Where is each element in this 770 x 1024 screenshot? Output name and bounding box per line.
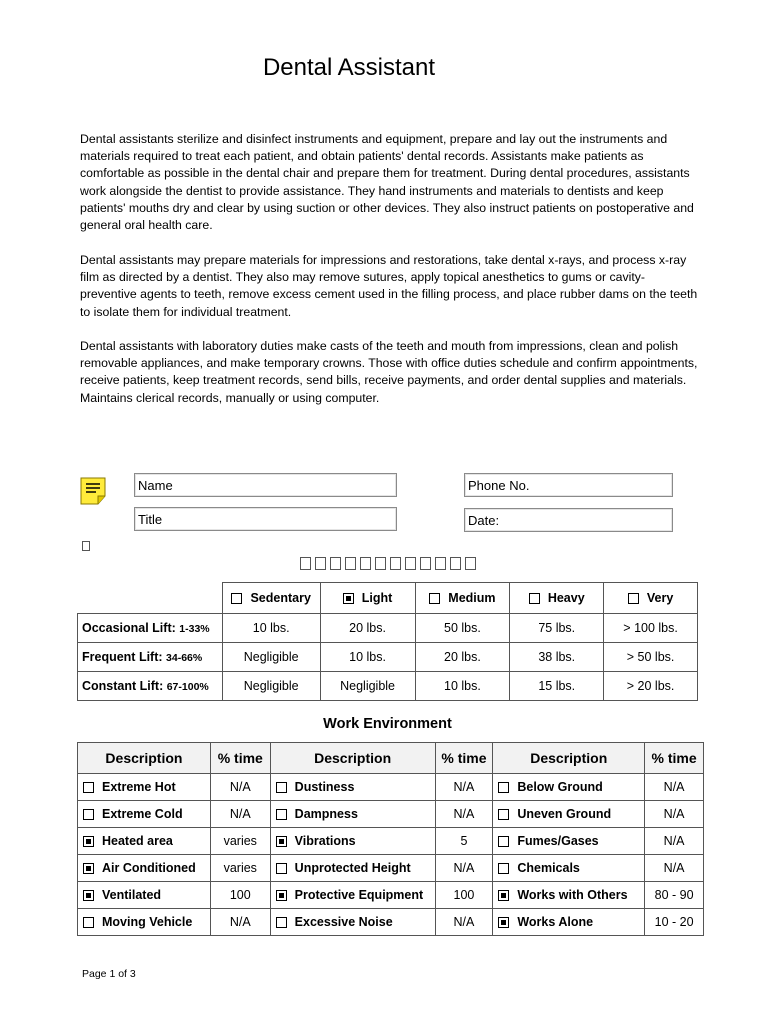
env-item-label: Heated area xyxy=(102,834,173,848)
env-item[interactable] xyxy=(493,774,645,801)
page-number: Page 1 of 3 xyxy=(82,968,136,980)
env-item-label: Chemicals xyxy=(517,861,580,875)
lift-cat-heavy[interactable]: Heavy xyxy=(510,583,604,614)
missing-glyph-icon xyxy=(420,557,431,570)
title-field[interactable]: Title xyxy=(134,507,397,531)
table-cell: 50 lbs. xyxy=(415,614,510,643)
checkbox[interactable] xyxy=(276,917,287,928)
env-item[interactable] xyxy=(78,855,211,882)
env-item-label: Below Ground xyxy=(517,780,603,794)
table-row xyxy=(78,774,704,801)
checkbox[interactable] xyxy=(83,782,94,793)
checkbox[interactable] xyxy=(498,890,509,901)
missing-glyph-icon xyxy=(300,557,311,570)
missing-glyph-icon xyxy=(435,557,446,570)
checkbox[interactable] xyxy=(276,863,287,874)
env-item[interactable] xyxy=(493,909,645,936)
env-time: varies xyxy=(210,855,270,882)
env-item[interactable] xyxy=(78,801,211,828)
table-cell: 10 lbs. xyxy=(320,643,415,672)
row-label: Constant Lift: 67-100% xyxy=(78,672,223,701)
env-time: N/A xyxy=(645,828,704,855)
paragraph-lab-office: Dental assistants with laboratory duties make casts of the teeth and mouth from impressions, clean and polish removable appliances, and make temporary crowns. Those with office duties schedule and confirm appointments, receive patients, keep treatment records, send bills, receive payments, and order dental supplies and materials. Maintains clerical records, manually or using computer. xyxy=(80,339,698,405)
lift-cat-very[interactable]: Very xyxy=(604,583,698,614)
checkbox[interactable] xyxy=(498,782,509,793)
missing-glyph-icon xyxy=(450,557,461,570)
table-row xyxy=(78,828,704,855)
checkbox[interactable] xyxy=(83,863,94,874)
env-time: 10 - 20 xyxy=(645,909,704,936)
env-item-label: Works Alone xyxy=(517,915,594,929)
work-environment-table xyxy=(77,742,704,936)
checkbox[interactable] xyxy=(276,782,287,793)
missing-glyph-icon xyxy=(345,557,356,570)
env-item[interactable] xyxy=(270,828,435,855)
date-field[interactable]: Date: xyxy=(464,508,673,532)
checkbox[interactable] xyxy=(83,890,94,901)
checkbox[interactable] xyxy=(498,809,509,820)
table-cell: 15 lbs. xyxy=(510,672,604,701)
env-item[interactable] xyxy=(270,801,435,828)
table-row xyxy=(78,643,698,672)
table-cell: > 20 lbs. xyxy=(604,672,698,701)
env-item-label: Dampness xyxy=(294,807,358,821)
lift-cat-light[interactable]: Light xyxy=(320,583,415,614)
missing-glyph-icon xyxy=(82,541,90,551)
env-item-label: Unprotected Height xyxy=(294,861,411,875)
table-row xyxy=(78,909,704,936)
phone-field[interactable]: Phone No. xyxy=(464,473,673,497)
env-header-row xyxy=(78,743,704,774)
table-cell: 38 lbs. xyxy=(510,643,604,672)
env-item-label: Uneven Ground xyxy=(517,807,612,821)
env-item-label: Ventilated xyxy=(102,888,162,902)
table-row xyxy=(78,672,698,701)
work-environment-title: Work Environment xyxy=(323,716,452,732)
table-row xyxy=(78,801,704,828)
missing-glyph-icon xyxy=(390,557,401,570)
row-label: Frequent Lift: 34-66% xyxy=(78,643,223,672)
env-time: N/A xyxy=(210,909,270,936)
lifting-header-row xyxy=(78,583,698,614)
env-time: N/A xyxy=(645,774,704,801)
checkbox[interactable] xyxy=(498,836,509,847)
env-item[interactable] xyxy=(493,855,645,882)
checkbox[interactable] xyxy=(429,593,440,604)
table-cell: 20 lbs. xyxy=(320,614,415,643)
sticky-note-icon[interactable] xyxy=(80,477,106,505)
env-time: N/A xyxy=(435,855,493,882)
checkbox[interactable] xyxy=(498,917,509,928)
table-cell: 20 lbs. xyxy=(415,643,510,672)
env-item[interactable] xyxy=(78,774,211,801)
checkbox[interactable] xyxy=(529,593,540,604)
table-row xyxy=(78,614,698,643)
missing-glyph-icon xyxy=(465,557,476,570)
lifting-table xyxy=(77,582,698,701)
checkbox[interactable] xyxy=(83,836,94,847)
paragraph-procedures: Dental assistants may prepare materials for impressions and restorations, take dental x-rays, and process x-ray film as directed by a dentist. They also may remove sutures, apply topical anesthetics to gums or cavity-preventive agents to teeth, remove excess cement used in the filling process, and place rubber dams on the teeth to isolate them for individual treatment. xyxy=(80,253,698,319)
checkbox[interactable] xyxy=(628,593,639,604)
table-cell: > 100 lbs. xyxy=(604,614,698,643)
env-item[interactable] xyxy=(270,855,435,882)
lift-cat-sedentary[interactable]: Sedentary xyxy=(222,583,320,614)
env-time: 100 xyxy=(435,882,493,909)
row-label: Occasional Lift: 1-33% xyxy=(78,614,223,643)
env-time: varies xyxy=(210,828,270,855)
env-item-label: Extreme Hot xyxy=(102,780,176,794)
lift-cat-medium[interactable]: Medium xyxy=(415,583,510,614)
checkbox[interactable] xyxy=(498,863,509,874)
checkbox[interactable] xyxy=(83,809,94,820)
env-item[interactable] xyxy=(78,828,211,855)
table-cell: 10 lbs. xyxy=(415,672,510,701)
env-item[interactable] xyxy=(78,909,211,936)
env-item[interactable] xyxy=(493,828,645,855)
table-cell: 10 lbs. xyxy=(222,614,320,643)
missing-glyph-icon xyxy=(315,557,326,570)
env-item-label: Air Conditioned xyxy=(102,861,196,875)
checkbox[interactable] xyxy=(276,809,287,820)
env-item[interactable] xyxy=(493,882,645,909)
env-time: 100 xyxy=(210,882,270,909)
env-time: N/A xyxy=(435,801,493,828)
checkbox[interactable] xyxy=(276,836,287,847)
env-item-label: Excessive Noise xyxy=(294,915,393,929)
table-cell: Negligible xyxy=(222,643,320,672)
checkbox[interactable] xyxy=(343,593,354,604)
env-item-label: Dustiness xyxy=(294,780,355,794)
checkbox[interactable] xyxy=(83,917,94,928)
paragraph-duties: Dental assistants sterilize and disinfect instruments and equipment, prepare and lay out the instruments and materials required to treat each patient, and obtain patients' dental records. Assistants make patients as comfortable as possible in the dental chair and prepare them for treatment. During dental procedures, assistants work alongside the dentist to provide assistance. They hand instruments and materials to dentists and keep patients' mouths dry and clear by using suction or other devices. They also instruct patients on postoperative and general oral health care. xyxy=(80,132,694,233)
env-time: N/A xyxy=(210,801,270,828)
env-item-label: Moving Vehicle xyxy=(102,915,193,929)
table-cell: > 50 lbs. xyxy=(604,643,698,672)
env-item-label: Fumes/Gases xyxy=(517,834,599,848)
column-header: % time xyxy=(645,743,704,774)
table-cell: Negligible xyxy=(320,672,415,701)
table-row xyxy=(78,882,704,909)
env-item[interactable] xyxy=(78,882,211,909)
missing-glyph-icon xyxy=(405,557,416,570)
missing-glyph-row xyxy=(300,557,476,570)
env-item-label: Protective Equipment xyxy=(294,888,424,902)
env-time: N/A xyxy=(435,774,493,801)
column-header: Description xyxy=(270,743,435,774)
column-header: Description xyxy=(493,743,645,774)
env-item[interactable] xyxy=(270,882,435,909)
env-item[interactable] xyxy=(270,909,435,936)
document-title: Dental Assistant xyxy=(262,54,436,81)
column-header: % time xyxy=(435,743,493,774)
missing-glyph-icon xyxy=(375,557,386,570)
env-item[interactable] xyxy=(493,801,645,828)
env-item-label: Works with Others xyxy=(517,888,628,902)
env-time: N/A xyxy=(645,801,704,828)
table-cell: 75 lbs. xyxy=(510,614,604,643)
table-cell: Negligible xyxy=(222,672,320,701)
env-time: 80 - 90 xyxy=(645,882,704,909)
table-row xyxy=(78,855,704,882)
env-time: 5 xyxy=(435,828,493,855)
checkbox[interactable] xyxy=(276,890,287,901)
name-field[interactable]: Name xyxy=(134,473,397,497)
checkbox[interactable] xyxy=(231,593,242,604)
env-item-label: Extreme Cold xyxy=(102,807,183,821)
column-header: % time xyxy=(210,743,270,774)
env-time: N/A xyxy=(645,855,704,882)
column-header: Description xyxy=(78,743,211,774)
env-item-label: Vibrations xyxy=(294,834,356,848)
env-item[interactable] xyxy=(270,774,435,801)
env-time: N/A xyxy=(210,774,270,801)
missing-glyph-icon xyxy=(360,557,371,570)
missing-glyph-icon xyxy=(330,557,341,570)
env-time: N/A xyxy=(435,909,493,936)
